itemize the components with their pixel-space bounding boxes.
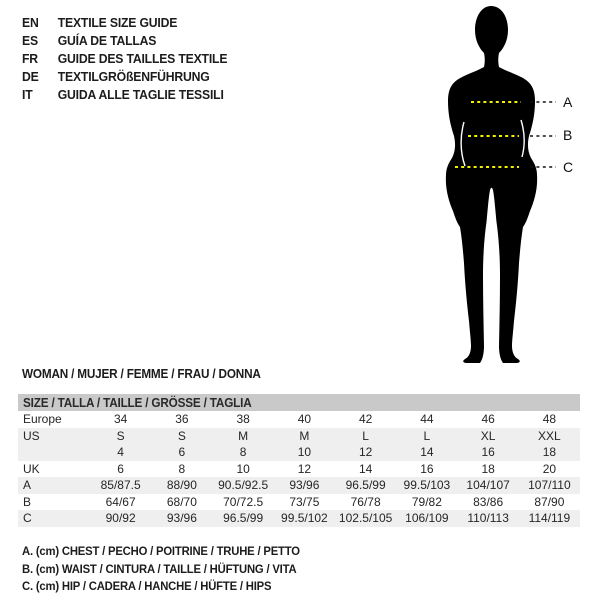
size-cell: 12 <box>358 445 373 460</box>
lang-title: TEXTILE SIZE GUIDE <box>57 14 178 30</box>
language-list <box>22 13 240 103</box>
lang-row-en <box>22 13 227 31</box>
table-row <box>18 444 580 461</box>
table-row <box>18 477 580 494</box>
lang-title: TEXTILGRÖßENFÜHRUNG <box>57 68 210 84</box>
size-cell: 96.5/99 <box>223 511 264 526</box>
size-cell: M <box>238 428 249 443</box>
size-cell: 90.5/92.5 <box>218 478 269 493</box>
size-cell: 88/90 <box>166 478 197 493</box>
size-cell: 107/110 <box>528 478 571 493</box>
size-cell: 79/82 <box>411 494 442 509</box>
size-cell: 87/90 <box>534 494 565 509</box>
size-cell: 10 <box>297 445 312 460</box>
row-label: Europe <box>23 412 62 427</box>
size-cell: 48 <box>542 412 557 427</box>
lang-code: FR <box>22 50 38 66</box>
table-row <box>18 510 580 527</box>
size-cell: L <box>362 428 369 443</box>
lang-row-es <box>22 31 227 49</box>
size-cell: 44 <box>420 412 434 427</box>
size-cell: 34 <box>113 412 128 427</box>
lang-title: GUIDA ALLE TAGLIE TESSILI <box>57 86 224 102</box>
size-cell: 85/87.5 <box>100 478 141 493</box>
size-table <box>18 394 580 527</box>
lang-code: EN <box>22 14 39 30</box>
size-cell: 6 <box>178 445 186 460</box>
size-cell: 102.5/105 <box>338 511 393 526</box>
size-cell: 40 <box>297 412 312 427</box>
size-cell: 14 <box>420 445 434 460</box>
measure-label-hip: C <box>563 159 574 175</box>
table-row <box>18 494 580 511</box>
size-cell: 16 <box>420 461 434 476</box>
row-label: B <box>23 494 32 509</box>
lang-code: DE <box>22 68 39 84</box>
size-cell: 6 <box>117 461 124 476</box>
measure-notes <box>22 544 318 597</box>
measure-label-chest: A <box>563 94 573 110</box>
row-label: UK <box>23 461 40 476</box>
size-cell: 10 <box>236 461 250 476</box>
body-shape <box>446 6 537 363</box>
lang-title: GUIDE DES TAILLES TEXTILE <box>57 50 228 66</box>
size-cell: 73/75 <box>289 494 320 509</box>
size-cell: S <box>116 428 125 443</box>
size-cell: 18 <box>481 461 495 476</box>
size-cell: 38 <box>236 412 250 427</box>
size-cell: 36 <box>175 412 189 427</box>
lang-row-de <box>22 67 227 85</box>
size-cell: 104/107 <box>466 478 510 493</box>
size-cell: L <box>423 428 431 443</box>
row-label: C <box>23 511 32 526</box>
size-cell: 93/96 <box>289 478 320 493</box>
lang-row-it <box>22 85 227 103</box>
table-header <box>18 394 580 411</box>
size-cell: 96.5/99 <box>345 478 386 493</box>
size-cell: 68/70 <box>166 494 197 509</box>
size-cell: 46 <box>481 412 495 427</box>
table-row <box>18 428 580 445</box>
size-cell: 8 <box>239 445 247 460</box>
row-label: US <box>23 428 40 443</box>
lang-code: ES <box>22 32 38 48</box>
size-cell: 110/113 <box>467 511 509 526</box>
size-cell: 106/109 <box>405 511 449 526</box>
table-header-label: SIZE / TALLA / TAILLE / GRÖSSE / TAGLIA <box>23 395 252 410</box>
size-cell: 4 <box>117 445 124 460</box>
size-cell: 20 <box>542 461 557 476</box>
size-cell: 16 <box>481 445 495 460</box>
size-cell: 114/119 <box>528 511 571 526</box>
size-cell: 93/96 <box>166 511 197 526</box>
lang-title: GUÍA DE TALLAS <box>57 32 157 48</box>
size-cell: XXL <box>538 428 561 443</box>
size-cell: 76/78 <box>350 494 381 509</box>
size-cell: 18 <box>542 445 557 460</box>
size-cell: 12 <box>297 461 312 476</box>
measure-note-chest: A. (cm) CHEST / PECHO / POITRINE / TRUHE / PETTO <box>22 544 300 558</box>
section-title: WOMAN / MUJER / FEMME / FRAU / DONNA <box>22 367 261 381</box>
size-cell: XL <box>480 428 496 443</box>
lang-row-fr <box>22 49 227 67</box>
size-cell: 83/86 <box>473 494 504 509</box>
measure-note-hip: C. (cm) HIP / CADERA / HANCHE / HÜFTE / HIPS <box>22 579 272 593</box>
size-cell: 70/72.5 <box>223 494 264 509</box>
size-cell: 90/92 <box>105 511 136 526</box>
table-row <box>18 461 580 478</box>
size-cell: 99.5/102 <box>281 511 328 526</box>
measure-label-waist: B <box>563 127 573 143</box>
row-label: A <box>23 478 32 493</box>
measure-note-waist: B. (cm) WAIST / CINTURA / TAILLE / HÜFTUNG / VITA <box>22 561 297 576</box>
woman-silhouette <box>440 0 600 370</box>
size-cell: M <box>299 428 310 443</box>
lang-code: IT <box>22 86 33 102</box>
size-cell: 14 <box>358 461 373 476</box>
size-cell: S <box>177 428 186 443</box>
table-row <box>18 411 580 428</box>
size-cell: 42 <box>358 412 373 427</box>
size-cell: 64/67 <box>105 494 136 509</box>
size-cell: 8 <box>178 461 186 476</box>
size-cell: 99.5/103 <box>403 478 451 493</box>
size-table-body <box>18 411 580 527</box>
